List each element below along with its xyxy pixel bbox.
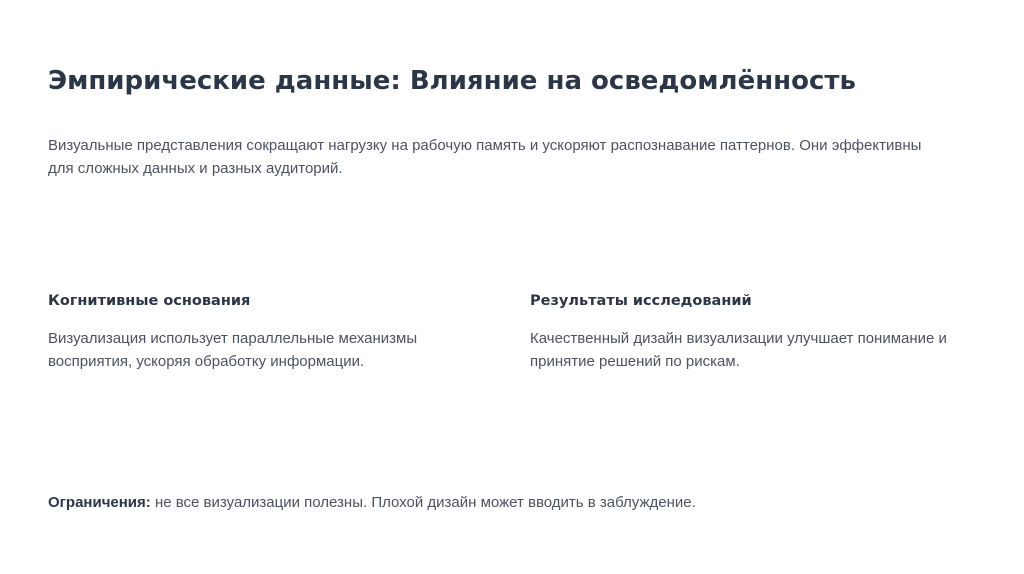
slide-title: Эмпирические данные: Влияние на осведомлённость xyxy=(48,66,856,96)
column-cognitive-basis xyxy=(48,291,498,373)
column-research-results xyxy=(530,291,980,373)
limitations-label: Ограничения: xyxy=(48,494,151,511)
column-heading: Когнитивные основания xyxy=(48,293,251,309)
limitations-note xyxy=(48,492,948,514)
limitations-text: не все визуализации полезны. Плохой дизайн может вводить в заблуждение. xyxy=(150,494,696,511)
column-body: Визуализация использует параллельные механизмы восприятия, ускоряя обработку информации. xyxy=(48,330,418,370)
intro-paragraph: Визуальные представления сокращают нагрузку на рабочую память и ускоряют распознавание паттернов. Они эффективны для сложных данных и разных аудиторий. xyxy=(48,137,922,177)
column-heading: Результаты исследований xyxy=(530,293,752,309)
column-body: Качественный дизайн визуализации улучшает понимание и принятие решений по рискам. xyxy=(530,330,947,370)
